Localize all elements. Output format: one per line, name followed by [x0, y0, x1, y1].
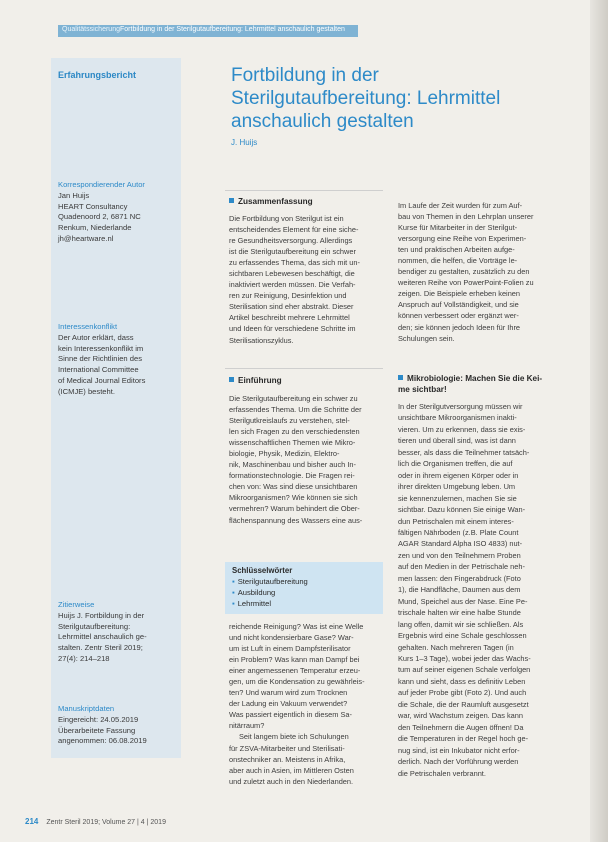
text-line: Sterilgutkreislaufs zu verstehen, stel- [229, 416, 350, 426]
text-line: ist die Sterilgutaufbereitung ein schwer [229, 247, 356, 257]
text-line: In der Sterilgutversorgung müssen wir [398, 402, 523, 411]
text-line: Die Sterilgutaufbereitung ein schwer zu [229, 394, 358, 403]
text-line: 1), die Handfläche, Daumen aus dem [398, 585, 521, 595]
text-line: len sich Fragen zu den verschiedensten [229, 427, 360, 437]
text-line: der Ladung ein Vakuum verwendet? [229, 699, 348, 709]
text-line: trischale halten wir eine halbe Stunde [398, 608, 521, 618]
history-label: Manuskriptdaten [58, 704, 115, 713]
correspondence-email: jh@heartware.nl [58, 233, 114, 243]
text-line: dun Petrischalen mit einem interes- [398, 516, 514, 526]
running-header-title: Fortbildung in der Sterilgutaufbereitung: Lehrmittel anschaulich gestalten [120, 26, 345, 33]
correspondence-line: Renkum, Niederlande [58, 223, 132, 233]
text-line: zen und von den Teilnehmern Proben [398, 550, 521, 560]
text-line: vieren. Um zu erkennen, dass sie exis- [398, 424, 526, 434]
section-bullet-icon [229, 198, 234, 203]
conflict-line: Sinne der Richtlinien des [58, 354, 143, 364]
text-line: Artikel beschreibt mehrere Lehrmittel [229, 313, 350, 323]
citation-line: Sterilgutaufbereitung: [58, 621, 131, 631]
intro-text [229, 393, 381, 526]
text-line: Mikroorganismen? Wie können sie sich [229, 493, 358, 503]
text-line: Mund, Speichel aus der Nase. Eine Pe- [398, 596, 528, 606]
journal-reference: Zentr Steril 2019; Volume 27 | 4 | 2019 [46, 819, 166, 826]
text-line: nik, Maschinenbau und bisher auch In- [229, 460, 356, 470]
intro-heading-text: Einführung [238, 376, 282, 385]
text-line: biologie, Physik, Medizin, Elektro- [229, 449, 340, 459]
text-line: war, wird Wachstum zeigen. Das kann [398, 711, 524, 721]
article-author: J. Huijs [231, 138, 258, 147]
conflict-line: Der Autor erklärt, dass [58, 332, 134, 342]
text-line: weiteren Reihe von PowerPoint-Folien zu [398, 278, 534, 288]
text-line: re Gesundheitsversorgung. Allerdings [229, 236, 353, 246]
text-line: den Teilnehmern die Augen öffnen! Da [398, 722, 524, 732]
micro-text [398, 401, 556, 779]
text-line: um ist Luft in einem Dampfsterilisator [229, 644, 351, 654]
text-line: die Petrischalen verbrannt. [398, 768, 486, 778]
text-line: oder in ihrem eigenen Körper oder in [398, 470, 519, 480]
text-line: den; sie können jedoch Ideen für Ihre [398, 322, 521, 332]
text-line: die Schale, die der Raumluft ausgesetzt [398, 699, 529, 709]
summary-heading [229, 197, 313, 206]
citation-label: Zitierweise [58, 600, 95, 609]
history-line: angenommen: 06.08.2019 [58, 736, 147, 746]
text-line: flächenspannung des Wassers eine aus- [229, 515, 363, 525]
text-line: können verbessert oder ergänzt wer- [398, 311, 519, 321]
text-line: chen von: Was sind diese unsichtbaren [229, 482, 358, 492]
text-line: bau von Themen in den Lehrplan unserer [398, 212, 534, 222]
history-box [58, 704, 178, 747]
text-line: sie kennenzulernen, machen Sie sie [398, 493, 517, 503]
text-line: die Temperaturen in der Regel hoch ge- [398, 734, 529, 744]
right-column-text [398, 200, 556, 344]
history-line: Überarbeitete Fassung [58, 725, 136, 735]
section-bullet-icon [398, 375, 403, 380]
correspondence-box [58, 180, 178, 245]
micro-heading [398, 374, 542, 395]
text-line: Sterilisation sind eher abstrakt. Dieser [229, 302, 354, 312]
text-line: für ZSVA-Mitarbeiter und Sterilisati- [229, 743, 345, 753]
micro-heading-text: Mikrobiologie: Machen Sie die Kei- [407, 374, 543, 383]
text-line: bendiger zu gestalten, zusätzlich zu den [398, 267, 530, 277]
text-line: gehalten. Nach mehreren Tagen (in [398, 642, 514, 652]
text-line: ten? Und warum wird zum Trocknen [229, 688, 348, 698]
text-line: einer angemessenen Temperatur erzeu- [229, 666, 361, 676]
text-line: sichtbaren Lebewesen beschäftigt, die [229, 269, 355, 279]
text-line: und zuletzt auch in den Niederlanden. [229, 776, 354, 786]
text-line: AGAR Standard Alpha ISO 4833) nut- [398, 539, 523, 549]
text-line: Schulungen sein. [398, 333, 455, 343]
text-line: formationstechnologie. Die Fragen rei- [229, 471, 355, 481]
text-line: auf den Medien in der Petrischale neh- [398, 562, 525, 572]
text-line: und nicht kondensierbare Gase? War- [229, 633, 354, 643]
conflict-line: International Committee [58, 365, 139, 375]
conflict-box [58, 322, 178, 398]
text-line: versorgung eine Reihe von Experimen- [398, 234, 527, 244]
conflict-line: of Medical Journal Editors [58, 375, 146, 385]
citation-box [58, 600, 178, 665]
intro-heading [229, 376, 282, 385]
conflict-line: kein Interessenkonflikt im [58, 343, 144, 353]
intro-rule [225, 368, 383, 369]
text-line: onstechniker an. Meistens in Afrika, [229, 754, 346, 764]
text-line: derlich. Nach der Vorführung werden [398, 757, 519, 767]
keyword-item: ▪ Ausbildung [232, 588, 308, 599]
intro-continued-text [229, 621, 381, 787]
text-line: tieren und überall sind, was ist dann [398, 436, 516, 446]
text-line: reichende Reinigung? Was ist eine Welle [229, 622, 364, 631]
article-title: Fortbildung in der Sterilgutaufbereitung: Lehrmittel anschaulich gestalten [231, 65, 501, 132]
text-line: Kurse für Mitarbeiter in der Sterilgut- [398, 223, 518, 233]
text-line: Was passiert eigentlich in diesem Sa- [229, 710, 352, 720]
text-line: ren zur Reinigung, Desinfektion und [229, 291, 347, 301]
summary-heading-text: Zusammenfassung [238, 197, 313, 206]
text-line: gen, um die Kondensation zu gewährleis- [229, 677, 365, 687]
text-line: inaktiviert werden müssen. Die Verfah- [229, 280, 356, 290]
page-number: 214 [25, 817, 39, 826]
text-line: erfassendes Thema. Um die Schritte der [229, 405, 362, 415]
text-line: wissenschaftlichen Themen wie Mikro- [229, 438, 356, 448]
keyword-item: ▪ Lehrmittel [232, 599, 308, 610]
text-line: unsichtbare Mikroorganismen inakti- [398, 413, 517, 423]
text-line: Anspruch auf Vollständigkeit, und sie [398, 300, 519, 310]
text-line: Sterilisationszyklus. [229, 335, 294, 345]
citation-line: stalten. Zentr Steril 2019; [58, 643, 143, 653]
conflict-line: (ICMJE) besteht. [58, 386, 115, 396]
text-line: ein Problem? Was kann man Dampf bei [229, 655, 360, 665]
article-rubric: Erfahrungsbericht [58, 70, 137, 80]
keywords-list [232, 577, 308, 609]
text-line: nitärraum? [229, 721, 265, 731]
citation-line: 27(4): 214–218 [58, 653, 110, 663]
text-line: und Ideen für verschiedene Schritte im [229, 324, 356, 334]
text-line: Im Laufe der Zeit wurden für zum Auf- [398, 201, 523, 210]
text-line: besser, als dass die Teilnehmer tatsäch- [398, 447, 530, 457]
citation-line: Lehrmittel anschaulich ge- [58, 632, 147, 642]
text-line: Die Fortbildung von Sterilgut ist ein [229, 214, 344, 223]
page-edge-shadow [590, 0, 608, 842]
text-line: auf jeder Probe gibt (Foto 2). Und auch [398, 688, 527, 698]
text-line: tum auf seiner eigenen Schale verfolgen [398, 665, 531, 675]
conflict-label: Interessenkonflikt [58, 322, 118, 331]
text-line: vermehren? Warum behindert die Ober- [229, 504, 360, 514]
text-line: entscheidendes Element für eine siche- [229, 225, 359, 235]
text-line: aber auch in Asien, im Mittleren Osten [229, 765, 354, 775]
text-line: zu erfassendes Thema, das sich mit un- [229, 258, 360, 268]
keywords-heading: Schlüsselwörter [232, 566, 293, 575]
running-header [58, 25, 358, 37]
summary-text [229, 213, 381, 346]
keywords-box [225, 562, 383, 614]
text-line: fältigen Nährboden (z.B. Plate Count [398, 527, 519, 537]
correspondence-label: Korrespondierender Autor [58, 180, 145, 189]
text-line: ihrer direkten Umgebung leben. Um [398, 482, 516, 492]
text-line: Ergebnis wird eine Schale geschlossen [398, 631, 527, 641]
text-line: nug sind, ist ein Inkubator nicht erfor- [398, 745, 520, 755]
text-line: sichtbar. Dazu können Sie einige Wan- [398, 505, 526, 515]
text-line: men lassen: den Fingerabdruck (Foto [398, 573, 521, 583]
history-line: Eingereicht: 24.05.2019 [58, 714, 139, 724]
correspondence-line: Quadenoord 2, 6871 NC [58, 212, 141, 222]
text-line: Kurs 1–3 Tage), wobei jeder das Wachs- [398, 653, 531, 663]
summary-rule [225, 190, 383, 191]
citation-line: Huijs J. Fortbildung in der [58, 610, 145, 620]
text-line: lang offen, damit wir sie schließen. Als [398, 619, 524, 629]
keyword-item: ▪ Sterilgutaufbereitung [232, 577, 308, 588]
section-bullet-icon [229, 377, 234, 382]
text-line: kann und sieht, dass es definitiv Leben [398, 676, 526, 686]
correspondence-line: HEART Consultancy [58, 201, 128, 211]
micro-heading-text: me sichtbar! [398, 384, 447, 394]
text-line: ten und praktischen Arbeiten aufge- [398, 245, 515, 255]
page-footer [25, 817, 166, 826]
text-line: Seit langem biete ich Schulungen [239, 732, 349, 742]
text-line: nommen, die helfen, die Vorträge le- [398, 256, 518, 266]
correspondence-line: Jan Huijs [58, 190, 90, 200]
running-header-section: Qualitätssicherung [62, 26, 120, 33]
text-line: lich die Organismen treffen, die auf [398, 459, 513, 469]
text-line: zeigen. Die Beispiele erheben keinen [398, 289, 521, 299]
